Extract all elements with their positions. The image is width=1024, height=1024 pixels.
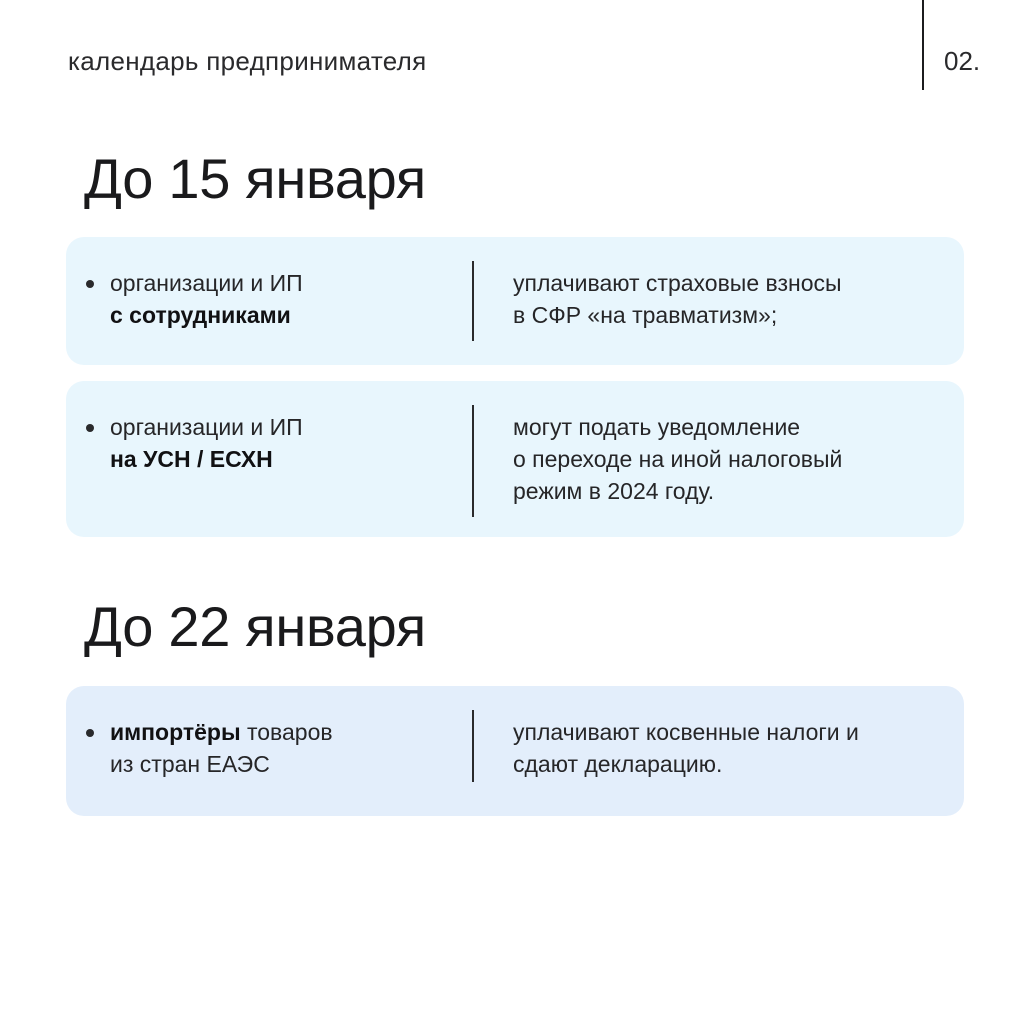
obligation-line: в СФР «на травматизм»; — [513, 302, 778, 328]
obligation-line: сдают декларацию. — [513, 751, 723, 777]
subject-line: организации и ИП — [110, 270, 303, 296]
obligation-line: могут подать уведомление — [513, 414, 801, 440]
section-heading-jan-15: До 15 января — [84, 147, 426, 210]
page-number: 02. — [944, 46, 981, 76]
deadline-card — [66, 686, 964, 816]
obligation-line: режим в 2024 году. — [513, 478, 715, 504]
subject-line — [110, 716, 440, 748]
section-heading-jan-22: До 22 января — [84, 595, 426, 658]
subject-bold-line: на УСН / ЕСХН — [110, 446, 273, 472]
bullet-icon — [86, 424, 94, 432]
card-divider — [472, 261, 474, 341]
subject-bold-word: импортёры — [110, 719, 241, 745]
card-obligation — [513, 267, 943, 331]
bullet-icon — [86, 729, 94, 737]
deadline-card — [66, 381, 964, 537]
card-divider — [472, 710, 474, 782]
header-divider — [922, 0, 924, 90]
bullet-icon — [86, 280, 94, 288]
card-subject — [110, 267, 440, 331]
obligation-line: уплачивают страховые взносы — [513, 270, 842, 296]
subject-line: из стран ЕАЭС — [110, 751, 270, 777]
card-subject — [110, 716, 440, 780]
header-title: календарь предпринимателя — [68, 46, 427, 76]
card-obligation — [513, 716, 943, 780]
subject-rest: товаров — [240, 719, 333, 745]
card-divider — [472, 405, 474, 517]
card-obligation — [513, 411, 943, 507]
card-subject — [110, 411, 440, 475]
obligation-line: уплачивают косвенные налоги и — [513, 719, 859, 745]
obligation-line: о переходе на иной налоговый — [513, 446, 843, 472]
deadline-card — [66, 237, 964, 365]
subject-bold-line: с сотрудниками — [110, 302, 291, 328]
subject-line: организации и ИП — [110, 414, 303, 440]
